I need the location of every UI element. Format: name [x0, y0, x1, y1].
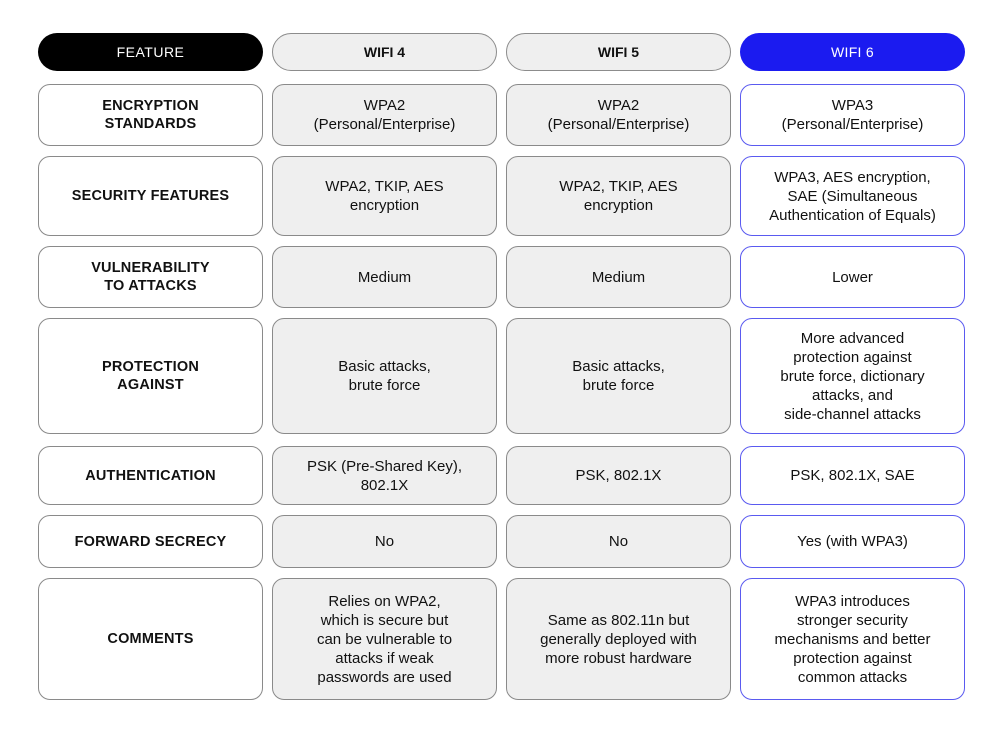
- header-wifi-4: WIFI 4: [272, 33, 497, 71]
- header-wifi-6: WIFI 6: [740, 33, 965, 71]
- cell-wifi5-protection-against: Basic attacks, brute force: [506, 318, 731, 434]
- cell-wifi6-authentication: PSK, 802.1X, SAE: [740, 446, 965, 505]
- cell-wifi4-comments: Relies on WPA2, which is secure but can be vulnerable to attacks if weak passwords are used: [272, 578, 497, 700]
- row-label-authentication: AUTHENTICATION: [38, 446, 263, 505]
- cell-wifi4-protection-against: Basic attacks, brute force: [272, 318, 497, 434]
- row-label-security-features: SECURITY FEATURES: [38, 156, 263, 236]
- row-label-vulnerability: VULNERABILITY TO ATTACKS: [38, 246, 263, 308]
- cell-wifi4-security-features: WPA2, TKIP, AES encryption: [272, 156, 497, 236]
- header-wifi-5: WIFI 5: [506, 33, 731, 71]
- cell-wifi6-vulnerability: Lower: [740, 246, 965, 308]
- cell-wifi6-comments: WPA3 introduces stronger security mechanisms and better protection against common attacks: [740, 578, 965, 700]
- cell-wifi4-forward-secrecy: No: [272, 515, 497, 568]
- cell-wifi5-comments: Same as 802.11n but generally deployed with more robust hardware: [506, 578, 731, 700]
- cell-wifi4-encryption-standards: WPA2 (Personal/Enterprise): [272, 84, 497, 146]
- cell-wifi5-vulnerability: Medium: [506, 246, 731, 308]
- row-label-forward-secrecy: FORWARD SECRECY: [38, 515, 263, 568]
- row-label-protection-against: PROTECTION AGAINST: [38, 318, 263, 434]
- cell-wifi5-forward-secrecy: No: [506, 515, 731, 568]
- cell-wifi6-security-features: WPA3, AES encryption, SAE (Simultaneous Authentication of Equals): [740, 156, 965, 236]
- cell-wifi5-security-features: WPA2, TKIP, AES encryption: [506, 156, 731, 236]
- row-label-comments: COMMENTS: [38, 578, 263, 700]
- cell-wifi5-authentication: PSK, 802.1X: [506, 446, 731, 505]
- cell-wifi4-vulnerability: Medium: [272, 246, 497, 308]
- cell-wifi6-protection-against: More advanced protection against brute force, dictionary attacks, and side-channel attacks: [740, 318, 965, 434]
- cell-wifi4-authentication: PSK (Pre-Shared Key), 802.1X: [272, 446, 497, 505]
- cell-wifi6-encryption-standards: WPA3 (Personal/Enterprise): [740, 84, 965, 146]
- header-feature: FEATURE: [38, 33, 263, 71]
- cell-wifi5-encryption-standards: WPA2 (Personal/Enterprise): [506, 84, 731, 146]
- cell-wifi6-forward-secrecy: Yes (with WPA3): [740, 515, 965, 568]
- row-label-encryption-standards: ENCRYPTION STANDARDS: [38, 84, 263, 146]
